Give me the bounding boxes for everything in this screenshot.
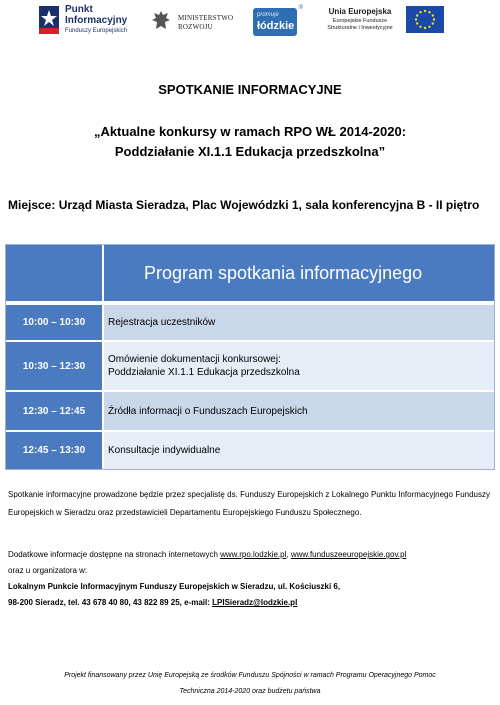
description-text: Konsultacje indywidualne [108,445,221,456]
table-row [6,432,494,469]
eu-logo [314,6,444,38]
description-text-2: Poddziałanie XI.1.1 Edukacja przedszkolna [108,367,300,378]
informacyjny-label: Informacyjny [65,15,128,26]
punkt-label: Punkt [65,4,93,15]
eu-flag-icon [406,6,444,33]
eu-funds-line: Europejskie Fundusze [332,18,388,24]
email-link[interactable]: LPISieradz@lodzkie.pl [212,598,298,607]
rozwoju-label: ROZWOJU [178,23,213,31]
event-subtitle [0,122,500,162]
info-line-1 [8,547,490,563]
funding-footer [20,668,480,700]
organizer-contact [8,595,490,611]
time-cell: 12:30 – 12:45 [6,392,104,430]
table-row [6,342,494,392]
rpo-link[interactable]: www.rpo.lodzkie.pl [220,550,287,559]
program-heading: Program spotkania informacyjnego [104,245,494,301]
time-cell: 12:45 – 13:30 [6,432,104,469]
description-cell [104,305,494,340]
subtitle-line-2: Poddziałanie XI.1.1 Edukacja przedszkolna” [114,144,386,159]
header-spacer [6,245,104,301]
description-cell [104,342,494,390]
subtitle-line-1: „Aktualne konkursy w ramach RPO WŁ 2014-2020: [93,124,407,139]
eagle-emblem-icon [150,9,172,33]
footer-line-2: Techniczna 2014-2020 oraz budżetu państwa [179,688,321,695]
description-text: Rejestracja uczestników [108,317,216,328]
page-title: SPOTKANIE INFORMACYJNE [158,82,342,97]
star-flag-icon [37,4,61,36]
program-header-row [6,245,494,305]
footer-line-1: Projekt finansowany przez Unię Europejską ze środków Funduszu Spójności w ramach Programu Operacyjnego Pomoc [64,672,436,679]
organizer-name: Lokalnym Punkcie Informacyjnym Funduszy Europejskich w Sieradzu, ul. Kościuszki 6, [8,582,341,591]
eu-funds-line2: Strukturalne i Inwestycyjne [327,25,393,31]
time-cell: 10:00 – 10:30 [6,305,104,340]
info-line-2: oraz u organizatora w: [8,566,88,575]
fundusze-label: Funduszy Europejskich [65,28,128,34]
contact-prefix: 98-200 Sieradz, tel. 43 678 40 80, 43 822 89 25, e-mail: [8,598,213,607]
ministry-label: MINISTERSTWO [178,14,234,22]
ministerstwo-rozwoju-logo [150,9,240,35]
table-row [6,305,494,342]
lodzkie-logo [253,5,303,36]
event-location: Miejsce: Urząd Miasta Sieradza, Plac Wojewódzki 1, sala konferencyjna B - II piętro [8,198,480,212]
eu-name: Unia Europejska [328,7,392,16]
description-paragraph: Spotkanie informacyjne prowadzone będzie przez specjalistę ds. Funduszy Europejskich z Lokalnego Punktu Informacyjnego Funduszy Europejskich w Sieradzu oraz przedstawicieli Departamentu Europejskiego Funduszu Społecznego. [8,490,490,517]
fundusze-link[interactable]: www.funduszeeuropejskie.gov.pl [290,550,407,559]
punkt-informacyjny-logo [37,4,137,38]
description-text: Omówienie dokumentacji konkursowej: [108,354,281,365]
description-cell [104,392,494,430]
link-separator: , [286,550,291,559]
program-table [5,244,495,470]
info-prefix: Dodatkowe informacje dostępne na stronach internetowych [8,550,221,559]
lodzkie-label: łódzkie [257,20,295,32]
description-cell [104,432,494,469]
table-row [6,392,494,432]
promuje-label: promuje [257,12,279,18]
logo-strip [0,0,500,42]
time-cell: 10:30 – 12:30 [6,342,104,390]
registered-icon: ® [298,5,303,11]
description-text: Źródła informacji o Funduszach Europejskich [108,405,308,417]
contact-info [8,547,490,611]
